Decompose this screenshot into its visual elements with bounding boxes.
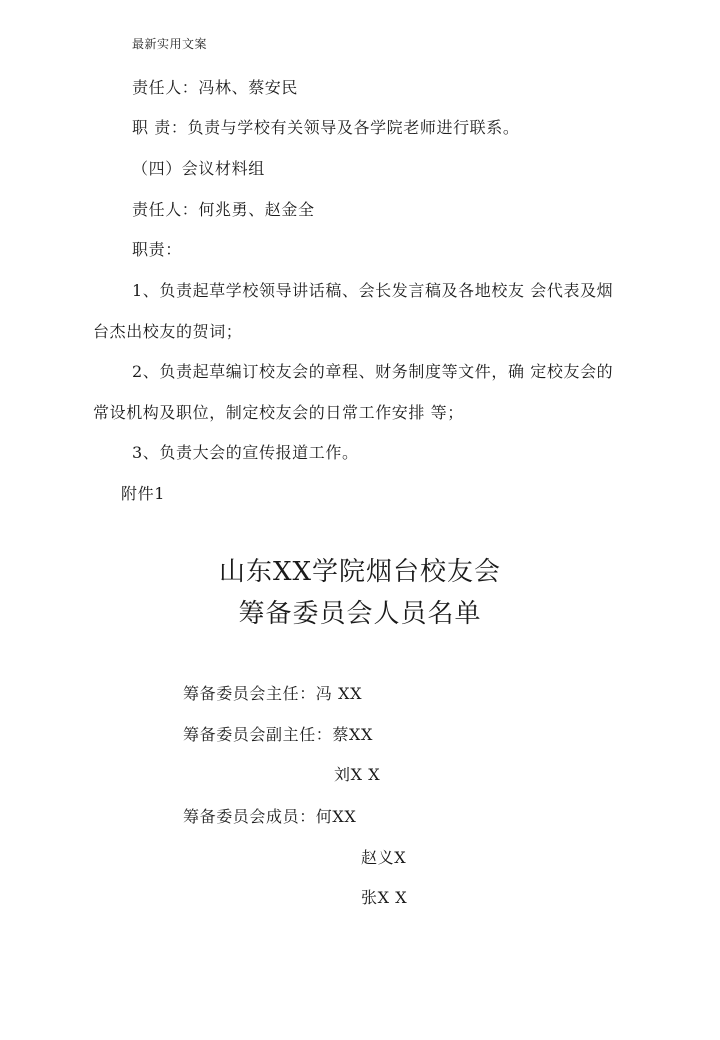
attachment-label: 附件1 bbox=[121, 484, 165, 503]
header-note: 最新实用文案 bbox=[132, 37, 208, 51]
materials-heading: （四）会议材料组 bbox=[132, 159, 265, 178]
duty-item-3-line-1: 3、负责大会的宣传报道工作。 bbox=[132, 443, 359, 462]
materials-responsible: 责任人：何兆勇、赵金全 bbox=[132, 200, 315, 219]
liaison-responsible: 责任人：冯林、蔡安民 bbox=[132, 78, 299, 97]
materials-duty-label: 职责： bbox=[132, 240, 182, 259]
committee-member-2: 赵义X bbox=[361, 848, 407, 867]
attachment-title-line-1: 山东XX学院烟台校友会 bbox=[218, 557, 502, 587]
committee-vice-director-2: 刘X X bbox=[334, 765, 381, 784]
duty-item-2-line-1: 2、负责起草编订校友会的章程、财务制度等文件，确 定校友会的 bbox=[132, 362, 614, 381]
committee-member-3: 张X X bbox=[361, 888, 408, 907]
committee-vice-director: 筹备委员会副主任：蔡XX bbox=[183, 725, 373, 744]
attachment-title-line-2: 筹备委员会人员名单 bbox=[238, 599, 482, 629]
duty-item-1-line-1: 1、负责起草学校领导讲话稿、会长发言稿及各地校友 会代表及烟 bbox=[132, 281, 614, 300]
committee-director: 筹备委员会主任：冯 XX bbox=[183, 684, 363, 703]
liaison-duty: 职 责：负责与学校有关领导及各学院老师进行联系。 bbox=[132, 118, 520, 137]
duty-item-1-line-2: 台杰出校友的贺词； bbox=[93, 322, 243, 341]
duty-item-2-line-2: 常设机构及职位，制定校友会的日常工作安排 等； bbox=[93, 403, 464, 422]
committee-members: 筹备委员会成员：何XX bbox=[183, 807, 357, 826]
